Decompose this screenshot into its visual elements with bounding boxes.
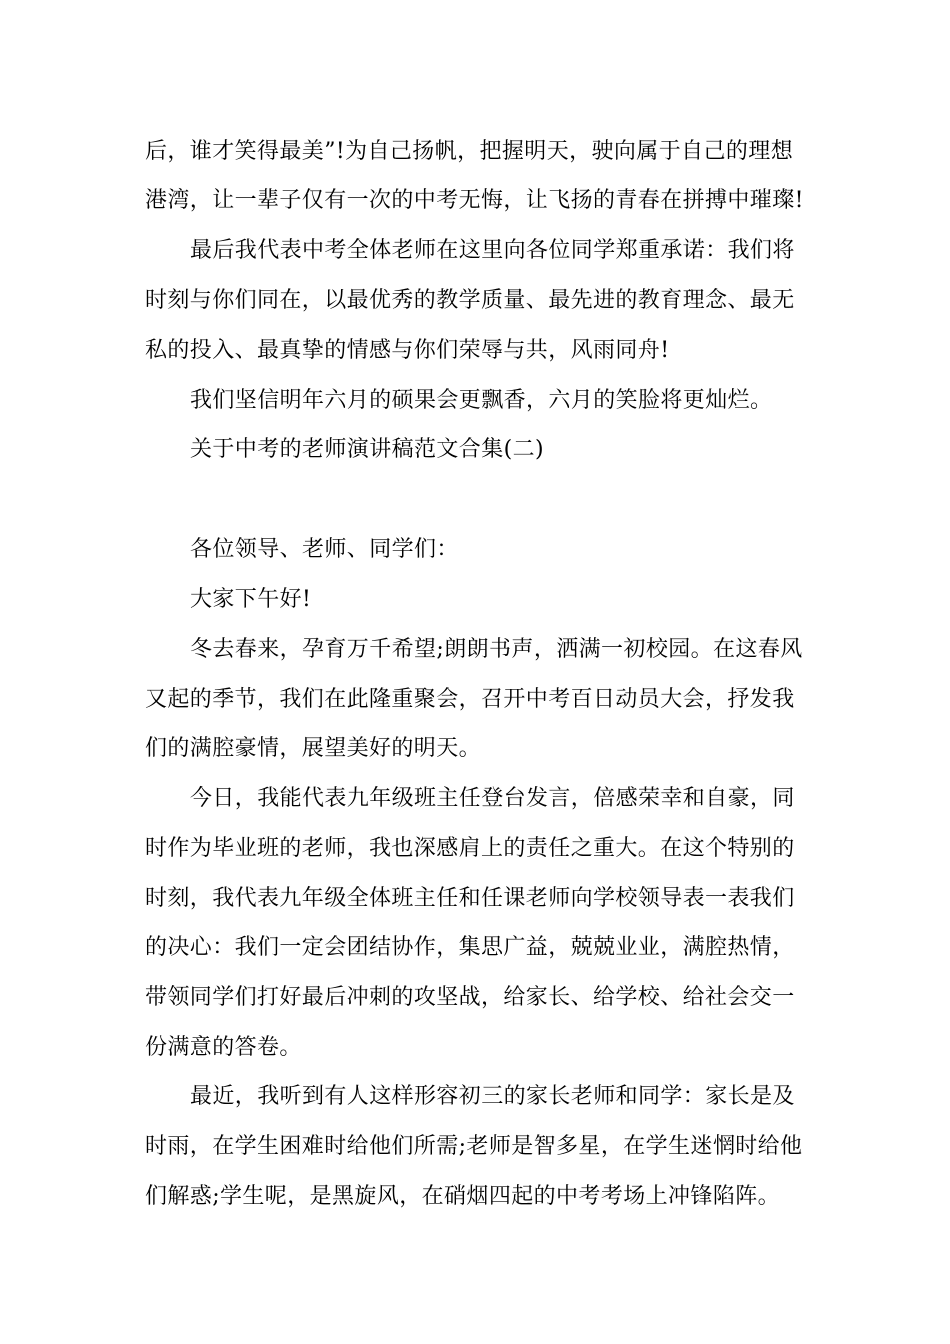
text-line: 时作为毕业班的老师，我也深感肩上的责任之重大。在这个特别的 [145,836,795,861]
paragraph-start: 今日，我能代表九年级班主任登台发言，倍感荣幸和自豪，同 [190,786,795,811]
paragraph-start: 我们坚信明年六月的硕果会更飘香，六月的笑脸将更灿烂。 [190,388,773,413]
text-line: 们的满腔豪情，展望美好的明天。 [145,736,482,761]
paragraph-start: 最近，我听到有人这样形容初三的家长老师和同学：家长是及 [190,1084,795,1109]
greeting: 大家下午好! [190,587,312,612]
text-line: 时雨，在学生困难时给他们所需;老师是智多星，在学生迷惘时给他 [145,1134,803,1159]
text-line: 又起的季节，我们在此隆重聚会，召开中考百日动员大会，抒发我 [145,687,795,712]
paragraph-start: 最后我代表中考全体老师在这里向各位同学郑重承诺：我们将 [190,238,795,263]
text-line: 时刻与你们同在，以最优秀的教学质量、最先进的教育理念、最无 [145,288,795,313]
text-line: 港湾，让一辈子仅有一次的中考无悔，让飞扬的青春在拼搏中璀璨! [145,188,804,213]
text-line: 们解惑;学生呢，是黑旋风，在硝烟四起的中考考场上冲锋陷阵。 [145,1184,781,1209]
salutation: 各位领导、老师、同学们： [190,537,459,562]
text-line: 时刻，我代表九年级全体班主任和任课老师向学校领导表一表我们 [145,886,795,911]
text-line: 的决心：我们一定会团结协作，集思广益，兢兢业业，满腔热情， [145,935,795,960]
text-line: 带领同学们打好最后冲刺的攻坚战，给家长、给学校、给社会交一 [145,985,795,1010]
text-line: 份满意的答卷。 [145,1035,302,1060]
section-title: 关于中考的老师演讲稿范文合集(二) [190,437,544,462]
text-line: 后，谁才笑得最美”!为自己扬帆，把握明天，驶向属于自己的理想 [145,139,794,164]
text-line: 私的投入、最真挚的情感与你们荣辱与共，风雨同舟! [145,338,670,363]
paragraph-start: 冬去春来，孕育万千希望;朗朗书声，洒满一初校园。在这春风 [190,637,803,662]
